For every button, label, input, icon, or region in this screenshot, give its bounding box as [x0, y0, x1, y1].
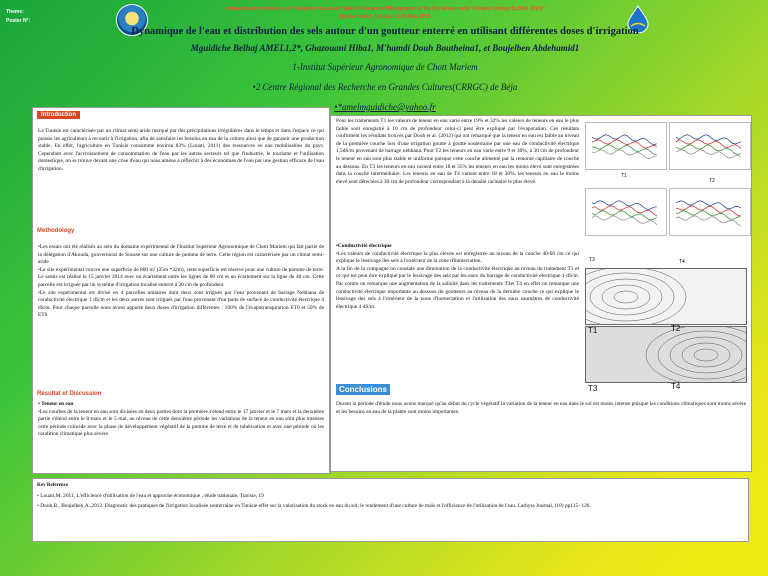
reference-2: • Douh,B., Boujelben,A.,2012. Diagnostic des pratiques de l'irrigation localisée souterraine en Tunisie effet sur la valorisation du stock en eau du sol, le rendement d'une culture de maïs et l'efficience de l'utilisation de l'eau. Larhyss Journal, (10) pp115- 126. — [37, 503, 591, 509]
water-content-subheading: • Teneur en eau — [38, 401, 74, 407]
water-content-chart-label: T2 — [709, 178, 715, 184]
methodology-paragraph-1: •Les essais ont été réalisés au sein du domaine expérimental de l'Institut Supérieur Agronomique de Chott Mariem qui fait partie de la délégation d'Akouda, gouvernorat de Sousse sur une culture de pomme de terre. Cette région est caractérisée par un climat semi-aride — [38, 244, 324, 266]
water-content-chart — [585, 122, 667, 170]
conference-banner — [150, 5, 620, 21]
water-content-chart-label: T1 — [621, 173, 627, 179]
methodology-paragraph-3: •Le site expérimental est divisé en 4 parcelles unitaires dont deux sont irrigués par l'eau provenant de barrage Nebhana de conductivité électrique 1 dS/m et les deux autres sont irrigués par l'eau provenant d'un puits de surface de conductivité électrique 4 dS/m. Pour chaque parcelle nous avons apporté deux doses d'irrigation différentes : 100% de l'évapotranspiration ET0 et 50% de ET0. — [38, 289, 324, 319]
water-content-chart — [669, 188, 751, 236]
conference-location: Djerba Island, Tunisia: 11-14 May 2015 — [339, 14, 431, 20]
theme-label: Theme: — [6, 9, 24, 15]
results-paragraph-3: •Les valeurs de conductivité électrique la plus élevée est enregistrée au niveau de la couche 40-60 cm ce qui explique le lessivage des sels à l'extérieur de la zone d'humectation. — [336, 250, 579, 265]
water-content-series — [676, 150, 741, 158]
water-content-chart-label: T4 — [679, 259, 685, 265]
water-content-series — [592, 211, 657, 220]
ec-text — [336, 243, 579, 311]
ec-chart-label: T4 — [671, 382, 681, 391]
theme-poster-labels — [6, 8, 30, 26]
references-heading: Key Reference — [37, 483, 69, 488]
introduction-heading: Introduction — [37, 111, 80, 119]
right-panel — [330, 115, 752, 472]
methodology-text — [38, 244, 324, 320]
ec-chart-label: T1 — [588, 326, 598, 335]
conclusions-text: Durant la période d'étude nous avons marqué qu'au début du cycle végétatif la variation de la teneur en eau dans le sol est moins intense puisque les conditions climatiques sont moins sévère et les besoins en eau de la plante sont moins importantes. — [336, 401, 746, 415]
water-content-series — [676, 135, 741, 144]
ec-chart-label: T3 — [588, 384, 598, 393]
results-paragraph-1: •Les courbes de la teneur en eau sont divisées en deux parties dont la première s'étend entre le 17 janvier et le 7 mars et la deuxième partie s'étend entre le 8 mars et le 5 mai, au niveau de cette deuxième période les variations de la teneur en eau sont plus intenses cette période coïncide avec la phase de développement végétatif de la pomme de terre et de tubérisation et avec une période où les condition climatique plus sévère. — [38, 408, 324, 438]
results-heading: Résultat et Discussion — [37, 391, 102, 397]
left-panel — [32, 107, 330, 474]
poster-number-label: Poster N°: — [6, 18, 31, 24]
results-paragraph-4: A la fin de la compagne on constate une diminution de la conductivité électrique au niveau du traitement T1 et ce qui est peut être expliqué par le lessivage des sels par les eaux du barrage de conductivité électrique 1 dS/m. Par contre on remarque une augmentation de la salinité dans les traitements T3et T4 en effet on remarque une conductivité électrique importante au dessous du goutteurs au niveau de la dernière couche ce qui explique le lessivage des sels à l'extérieur de la zone d'humectation et l'utilisation des eaux saumâtres de conductivité électrique 4 dS/m. — [336, 265, 579, 310]
references-panel — [32, 478, 749, 542]
water-content-series — [592, 135, 657, 145]
conclusions-heading: Conclusions — [336, 384, 390, 395]
water-content-series — [592, 216, 657, 225]
introduction-text: La Tunisie est caractérisée par un climat semi-aride marqué par des précipitations irrégulières dans le temps et dans l'espace ce qui pousse les agriculteurs à recourir à l'irrigation, afin de satisfaire les besoins en eau de la culture ainsi que de garantir une production stable. En effet, l'agriculture en Tunisie consomme environ 83% (Louati, 2011) des ressources en eau mobilisables du pays. Cependant avec l'accroissement de consommation de l'eau par les autres secteurs tel que l'industrie, le tourisme et l'utilisation domestique, on se trouve devant une crise d'eau qui nous amène à réfléchir à des économies de l'eau par une gestion efficace de l'eau d'irrigation. — [38, 128, 325, 172]
water-content-series — [676, 201, 741, 209]
water-content-text: Pour les traitements T1 les valeurs de teneur en eau varie entre 19% et 32% les valeurs de teneurs en eau le plus faible sont enregistré à 10 cm de profondeur celui-ci peut être expliqué par l'évaporation. Ces résultats confirment les résultats trouvés par Douh et al. (2012) qui ont remarqué que la teneur en eau est faible au niveau de la première couche lors d'une irrigation goutte à goutte souterraine par une eau de conductivité électrique 1,5dS/m provenant de barrage nebhana. Pour T2 les teneurs en eau varie entre 9 et 30%, à 30 cm de profondeur le teneur en eau sont plus stable et uniforme puisque cette couche alimenté par la remonté capillaire de couche au dessous. En T3 les teneurs en eau varient entre 18 et 35% les teneurs en eau les moins élevé sont enregistrées dans la couche intermédiaire. Les teneurs en eau de T4 varient entre 18 et 30%. les teneurs en eau le moins élevé sont détectées à 30 cm de profondeur correspondant à la densité racinaire le plus élevé. — [336, 118, 579, 185]
affiliation-1: 1-Institut Supérieur Agronomique de Chott Mariem — [292, 62, 478, 72]
water-content-chart — [669, 122, 751, 170]
conference-name: International conference on "Integrated Land and Water Resources Management in the Dry Areas under Climate Change (ILDAC 2015)" — [225, 6, 545, 12]
ec-contour-plot — [585, 268, 747, 325]
water-content-series — [592, 140, 657, 148]
authors: Mguidiche Belhaj AMEL1,2*, Ghazouani Hiba1, M'hamdi Douh Boutheina1, et Boujelben Abdehamid1 — [190, 43, 580, 53]
water-content-chart-label: T3 — [589, 257, 595, 263]
ec-subheading: •Conductivité électrique — [336, 243, 392, 249]
results-text-left — [38, 401, 324, 439]
reference-1: • Louati,M, 2011, L'efficience d'utilisation de l'eau et approche économique ; étude nationale, Tunisie, 19 — [37, 493, 264, 499]
email: •*amelmguidiche@yahoo.fr — [334, 102, 436, 112]
water-content-series — [592, 150, 657, 159]
poster-title: Dynamique de l'eau et distribution des sels autour d'un goutteur enterré en utilisant différentes doses d'irrigation — [131, 26, 639, 37]
methodology-paragraph-2: •Le site expérimental couvre une superficie de 800 m² (25m *32m), cette superficie est réservé pour une culture de pomme de terre. Le semis est réalisé le 15 janvier 2014 avec un écartement entre les lignes de 80 cm et un écartement sur la ligne de 40 cm. Cette parcelle est irriguée par un système d'irrigation localisé enterré à 20 cm de profondeur. — [38, 266, 324, 288]
water-content-chart — [585, 188, 667, 236]
ec-chart-label: T2 — [671, 324, 681, 333]
methodology-heading: Methodology — [37, 228, 75, 234]
water-content-series — [676, 140, 741, 149]
water-content-series — [676, 216, 741, 226]
affiliation-2: •2 Centre Régional des Recherche en Grandes Cultures(CRRGC) de Béja — [252, 82, 518, 92]
water-content-series — [676, 206, 741, 216]
ec-contour-plot — [585, 326, 747, 383]
